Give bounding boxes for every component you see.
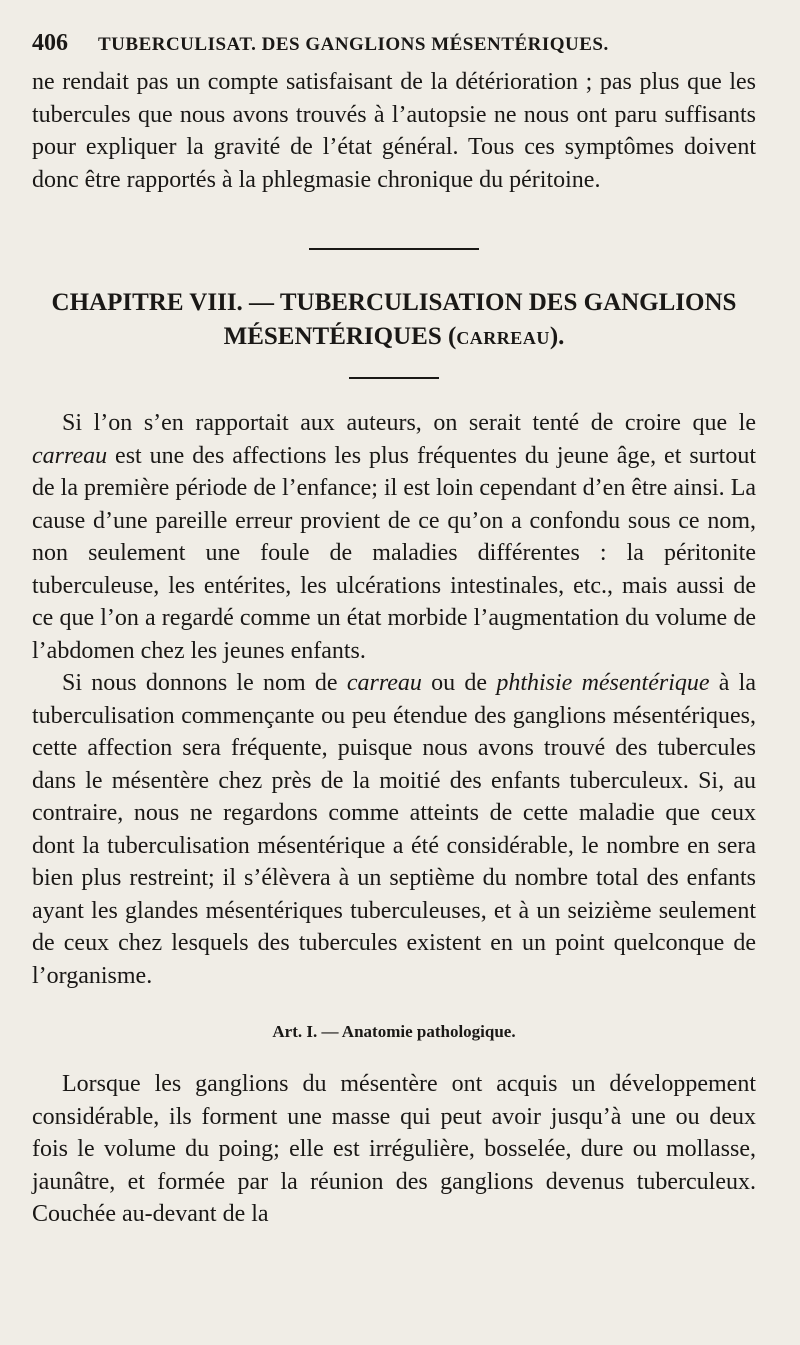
paragraph-top: ne rendait pas un compte satisfaisant de la détérioration ; pas plus que les tubercules que nous avons trouvés à l’autopsie ne nous ont paru suffisants pour expliquer la gravité de l’état général. Tous ces symptômes doivent donc être rapportés à la phlegmasie chronique du péritoine.	[32, 69, 756, 193]
paragraph-2	[32, 667, 756, 992]
paragraph-1-part1: Si l’on s’en rapportait aux auteurs, on serait tenté de croire que le	[62, 410, 756, 436]
term-carreau: carreau	[32, 442, 108, 469]
divider-rule	[309, 248, 479, 250]
paragraph-2-part1: Si nous donnons le nom de	[62, 670, 347, 696]
running-head	[32, 30, 756, 66]
chapter-title-line2-wrap	[32, 320, 756, 355]
divider-rule-short	[349, 377, 439, 379]
paragraph-2-part2: ou de	[421, 670, 497, 696]
chapter-paren-open: (	[441, 323, 457, 350]
term-phthisie: phthisie mésentérique	[496, 670, 710, 696]
paragraph-1-part2: est une des affections les plus fréquentes du jeune âge, et surtout de la première période de l’enfance; il est loin cependant d’en être ainsi. La cause d’une pareille erreur provient de ce qu’on a confondu sous ce nom, non seulement une foule de maladies différentes : la péritonite tuberculeuse, les entérites, les ulcérations intestinales, etc., mais aussi de ce que l’on a regardé comme un état morbide l’augmentation du volume de l’abdomen chez les jeunes enfants.	[32, 442, 756, 664]
paragraph-2-part3: à la tuberculisation commençante ou peu étendue des ganglions mésentériques, cette affection sera fréquente, puisque nous avons trouvé des tubercules dans le mésentère chez près de la moitié des enfants tuberculeux. Si, au contraire, nous ne regardons comme atteints de cette maladie que ceux dont la tuberculisation mésentérique a été considérable, le nombre en sera bien plus restreint; il s’élèvera à un septième du nombre total des enfants ayant les glandes mésentériques tuberculeuses, et à un seizième seulement de ceux chez lesquels des tubercules existent en un point quelconque de l’organisme.	[32, 670, 756, 989]
term-carreau-2: carreau	[346, 670, 422, 696]
chapter-heading	[32, 286, 756, 355]
paragraph-1	[32, 407, 756, 667]
chapter-subtitle: CARREAU	[456, 328, 550, 348]
chapter-title-line1: CHAPITRE VIII. — TUBERCULISATION DES GANGLIONS	[51, 289, 737, 316]
chapter-paren-close: ).	[549, 323, 565, 350]
section-heading: Art. I. — Anatomie pathologique.	[272, 1022, 516, 1041]
chapter-title-line2: MÉSENTÉRIQUES	[223, 323, 442, 350]
paragraph-3: Lorsque les ganglions du mésentère ont acquis un développement considérable, ils forment une masse qui peut avoir jusqu’à une ou deux fois le volume du poing; elle est irrégulière, bosselée, dure ou mollasse, jaunâtre, et formée par la réunion des ganglions devenus tuberculeux. Couchée au-devant de la	[32, 1071, 756, 1227]
running-title: TUBERCULISAT. DES GANGLIONS MÉSENTÉRIQUES.	[98, 34, 609, 55]
page-number: 406	[32, 30, 68, 56]
